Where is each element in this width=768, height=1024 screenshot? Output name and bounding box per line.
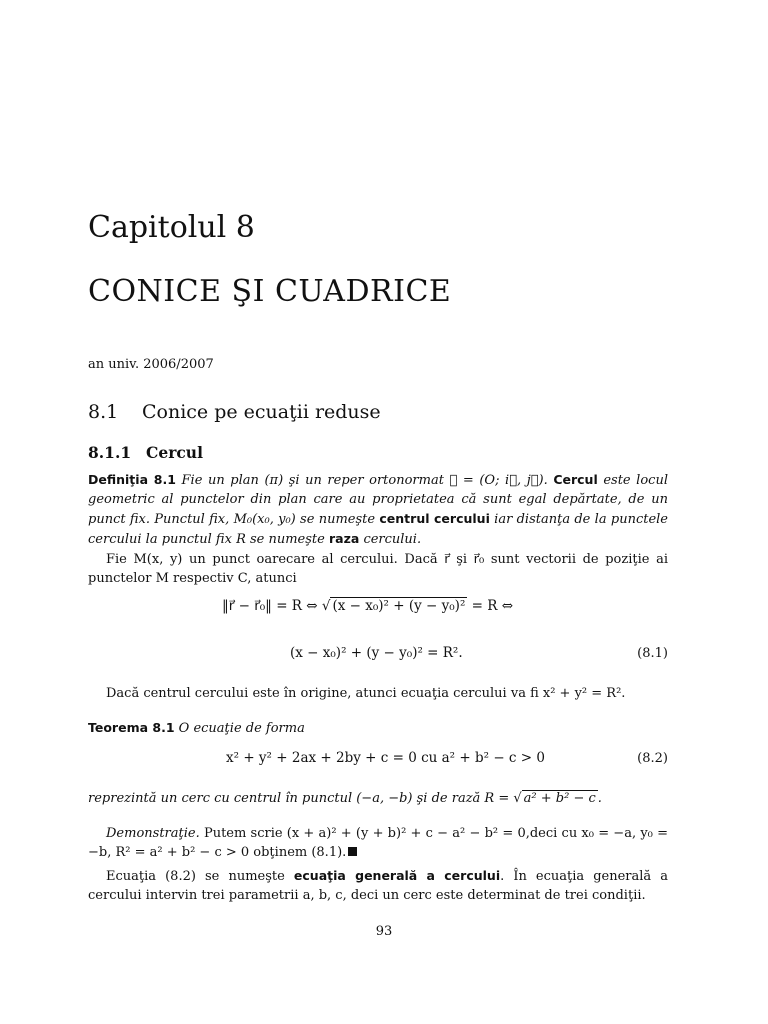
chapter-title: CONICE ŞI CUADRICE	[88, 274, 452, 309]
chapter-label: Capitolul 8	[88, 210, 255, 245]
theorem-continuation: reprezintă un cerc cu centrul în punctul (−a, −b) şi de rază R = √ a² + b² − c .	[88, 791, 602, 806]
proof-label: Demonstraţie.	[106, 826, 200, 841]
proof-block	[88, 824, 668, 862]
theorem-block	[88, 718, 668, 738]
proof-text: Putem scrie (x + a)² + (y + b)² + c − a² − b² = 0,deci cu x₀ = −a, y₀ = −b, R² = a² + b² − c > 0 obţinem (8.1).	[88, 826, 668, 860]
definition-text-4: cercului.	[363, 532, 422, 547]
paragraph-3-pre: Ecuaţia (8.2) se numeşte	[106, 869, 285, 884]
section-heading	[88, 401, 381, 423]
paragraph-1-text: Fie M(x, y) un punct oarecare al cercului. Dacă r⃗ şi r⃗₀ sunt vectorii de poziţie ai punctelor M respectiv C, atunci	[88, 552, 668, 586]
equation-norm: ‖r⃗ − r⃗₀‖ = R ⇔ √ (x − x₀)² + (y − y₀)² = R ⇔	[222, 598, 514, 614]
section-title: Conice pe ecuaţii reduse	[142, 401, 381, 423]
subsection-heading	[88, 443, 203, 462]
definition-term-centrul: centrul cercului	[379, 511, 490, 526]
theorem-text: O ecuaţie de forma	[178, 721, 305, 736]
theorem-end: .	[597, 791, 602, 806]
equation-8-1-number: (8.1)	[637, 646, 668, 661]
academic-year: an univ. 2006/2007	[88, 357, 214, 372]
qed-square-icon	[348, 847, 357, 856]
page-number: 93	[375, 924, 393, 939]
paragraph-2	[88, 684, 668, 703]
definition-text-1: Fie un plan (π) şi un reper ortonormat ℛ = (O; i⃗, j⃗).	[181, 473, 548, 488]
equation-norm-radicand: (x − x₀)² + (y − y₀)²	[332, 598, 466, 614]
equation-norm-right: = R ⇔	[471, 598, 514, 614]
definition-term-cercul: Cercul	[553, 472, 598, 487]
equation-8-1: (x − x₀)² + (y − y₀)² = R².	[290, 645, 463, 661]
paragraph-3	[88, 866, 668, 905]
section-number: 8.1	[88, 401, 119, 423]
subsection-title: Cercul	[146, 443, 203, 462]
definition-text-2: este locul geometric al punctelor din plan care au proprietatea că sunt egal depărtate, de un punct fix. Punctul fix, M₀(x₀, y₀) se numeşte	[88, 473, 668, 527]
definition-text-3: iar distanţa de la punctele cercului la punctul fix R se numeşte	[88, 512, 669, 547]
subsection-number: 8.1.1	[88, 443, 132, 462]
definition-label: Definiţia 8.1	[88, 472, 176, 487]
paragraph-3-term: ecuaţia generală a cercului	[293, 868, 501, 883]
equation-8-2: x² + y² + 2ax + 2by + c = 0 cu a² + b² − c > 0	[226, 750, 545, 766]
paragraph-1	[88, 550, 668, 588]
theorem-radicand: a² + b² − c	[523, 791, 596, 806]
paragraph-3-post: . În ecuaţia generală a cercului intervin trei parametrii a, b, c, deci un cerc este determinat de trei condiţii.	[88, 869, 669, 903]
theorem-label: Teorema 8.1	[88, 720, 175, 735]
definition-block	[88, 470, 668, 549]
theorem-continuation-text: reprezintă un cerc cu centrul în punctul (−a, −b) şi de rază R =	[88, 791, 510, 806]
equation-8-2-number: (8.2)	[637, 751, 668, 766]
paragraph-2-text: Dacă centrul cercului este în origine, atunci ecuaţia cercului va fi x² + y² = R².	[106, 686, 626, 701]
equation-norm-left: ‖r⃗ − r⃗₀‖ = R ⇔	[222, 598, 318, 614]
definition-term-raza: raza	[328, 531, 360, 546]
